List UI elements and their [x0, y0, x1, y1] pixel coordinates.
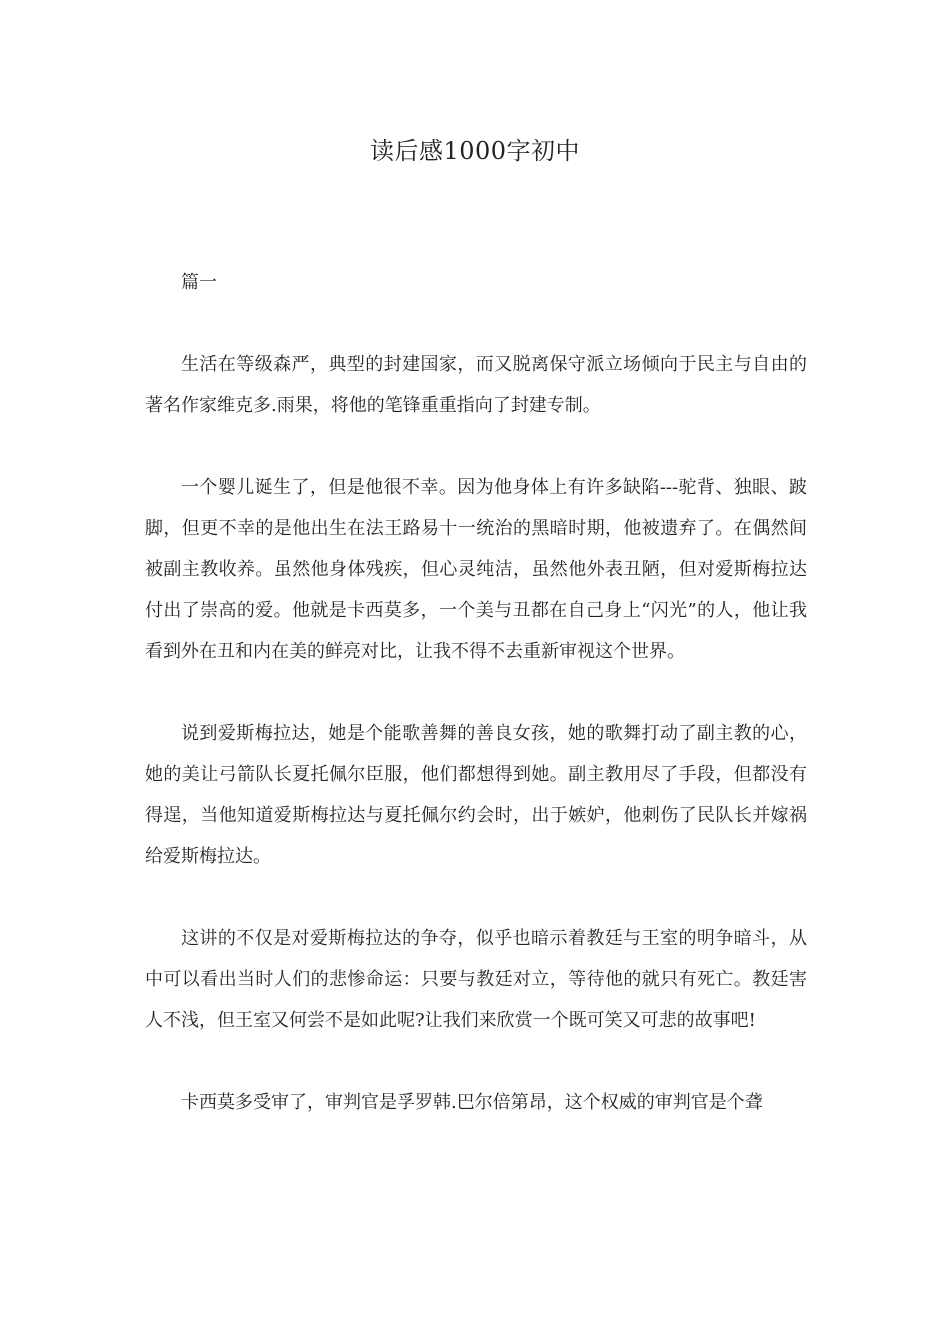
paragraph: 生活在等级森严，典型的封建国家，而又脱离保守派立场倾向于民主与自由的著名作家维克多.雨果，将他的笔锋重重指向了封建专制。 [145, 354, 807, 416]
paragraph: 一个婴儿诞生了，但是他很不幸。因为他身体上有许多缺陷---驼背、独眼、跛脚，但更不幸的是他出生在法王路易十一统治的黑暗时期，他被遗弃了。在偶然间被副主教收养。虽然他身体残疾，但心灵纯洁，虽然他外表丑陋，但对爱斯梅拉达付出了崇高的爱。他就是卡西莫多，一个美与丑都在自己身上“闪光”的人，他让我看到外在丑和内在美的鲜亮对比，让我不得不去重新审视这个世界。 [145, 477, 807, 662]
paragraph: 这讲的不仅是对爱斯梅拉达的争夺，似乎也暗示着教廷与王室的明争暗斗，从中可以看出当时人们的悲惨命运：只要与教廷对立，等待他的就只有死亡。教廷害人不浅，但王室又何尝不是如此呢?让我们来欣赏一个既可笑又可悲的故事吧! [145, 928, 807, 1031]
paragraph: 卡西莫多受审了，审判官是孚罗韩.巴尔倍第昂，这个权威的审判官是个聋 [181, 1092, 763, 1113]
document-title: 读后感1000字初中 [369, 137, 581, 165]
document-body [145, 262, 807, 1123]
paragraph: 说到爱斯梅拉达，她是个能歌善舞的善良女孩，她的歌舞打动了副主教的心，她的美让弓箭队长夏托佩尔臣服，他们都想得到她。副主教用尽了手段，但都没有得逞，当他知道爱斯梅拉达与夏托佩尔约会时，出于嫉妒，他刺伤了民队长并嫁祸给爱斯梅拉达。 [145, 723, 807, 867]
section-heading: 篇一 [181, 272, 217, 293]
